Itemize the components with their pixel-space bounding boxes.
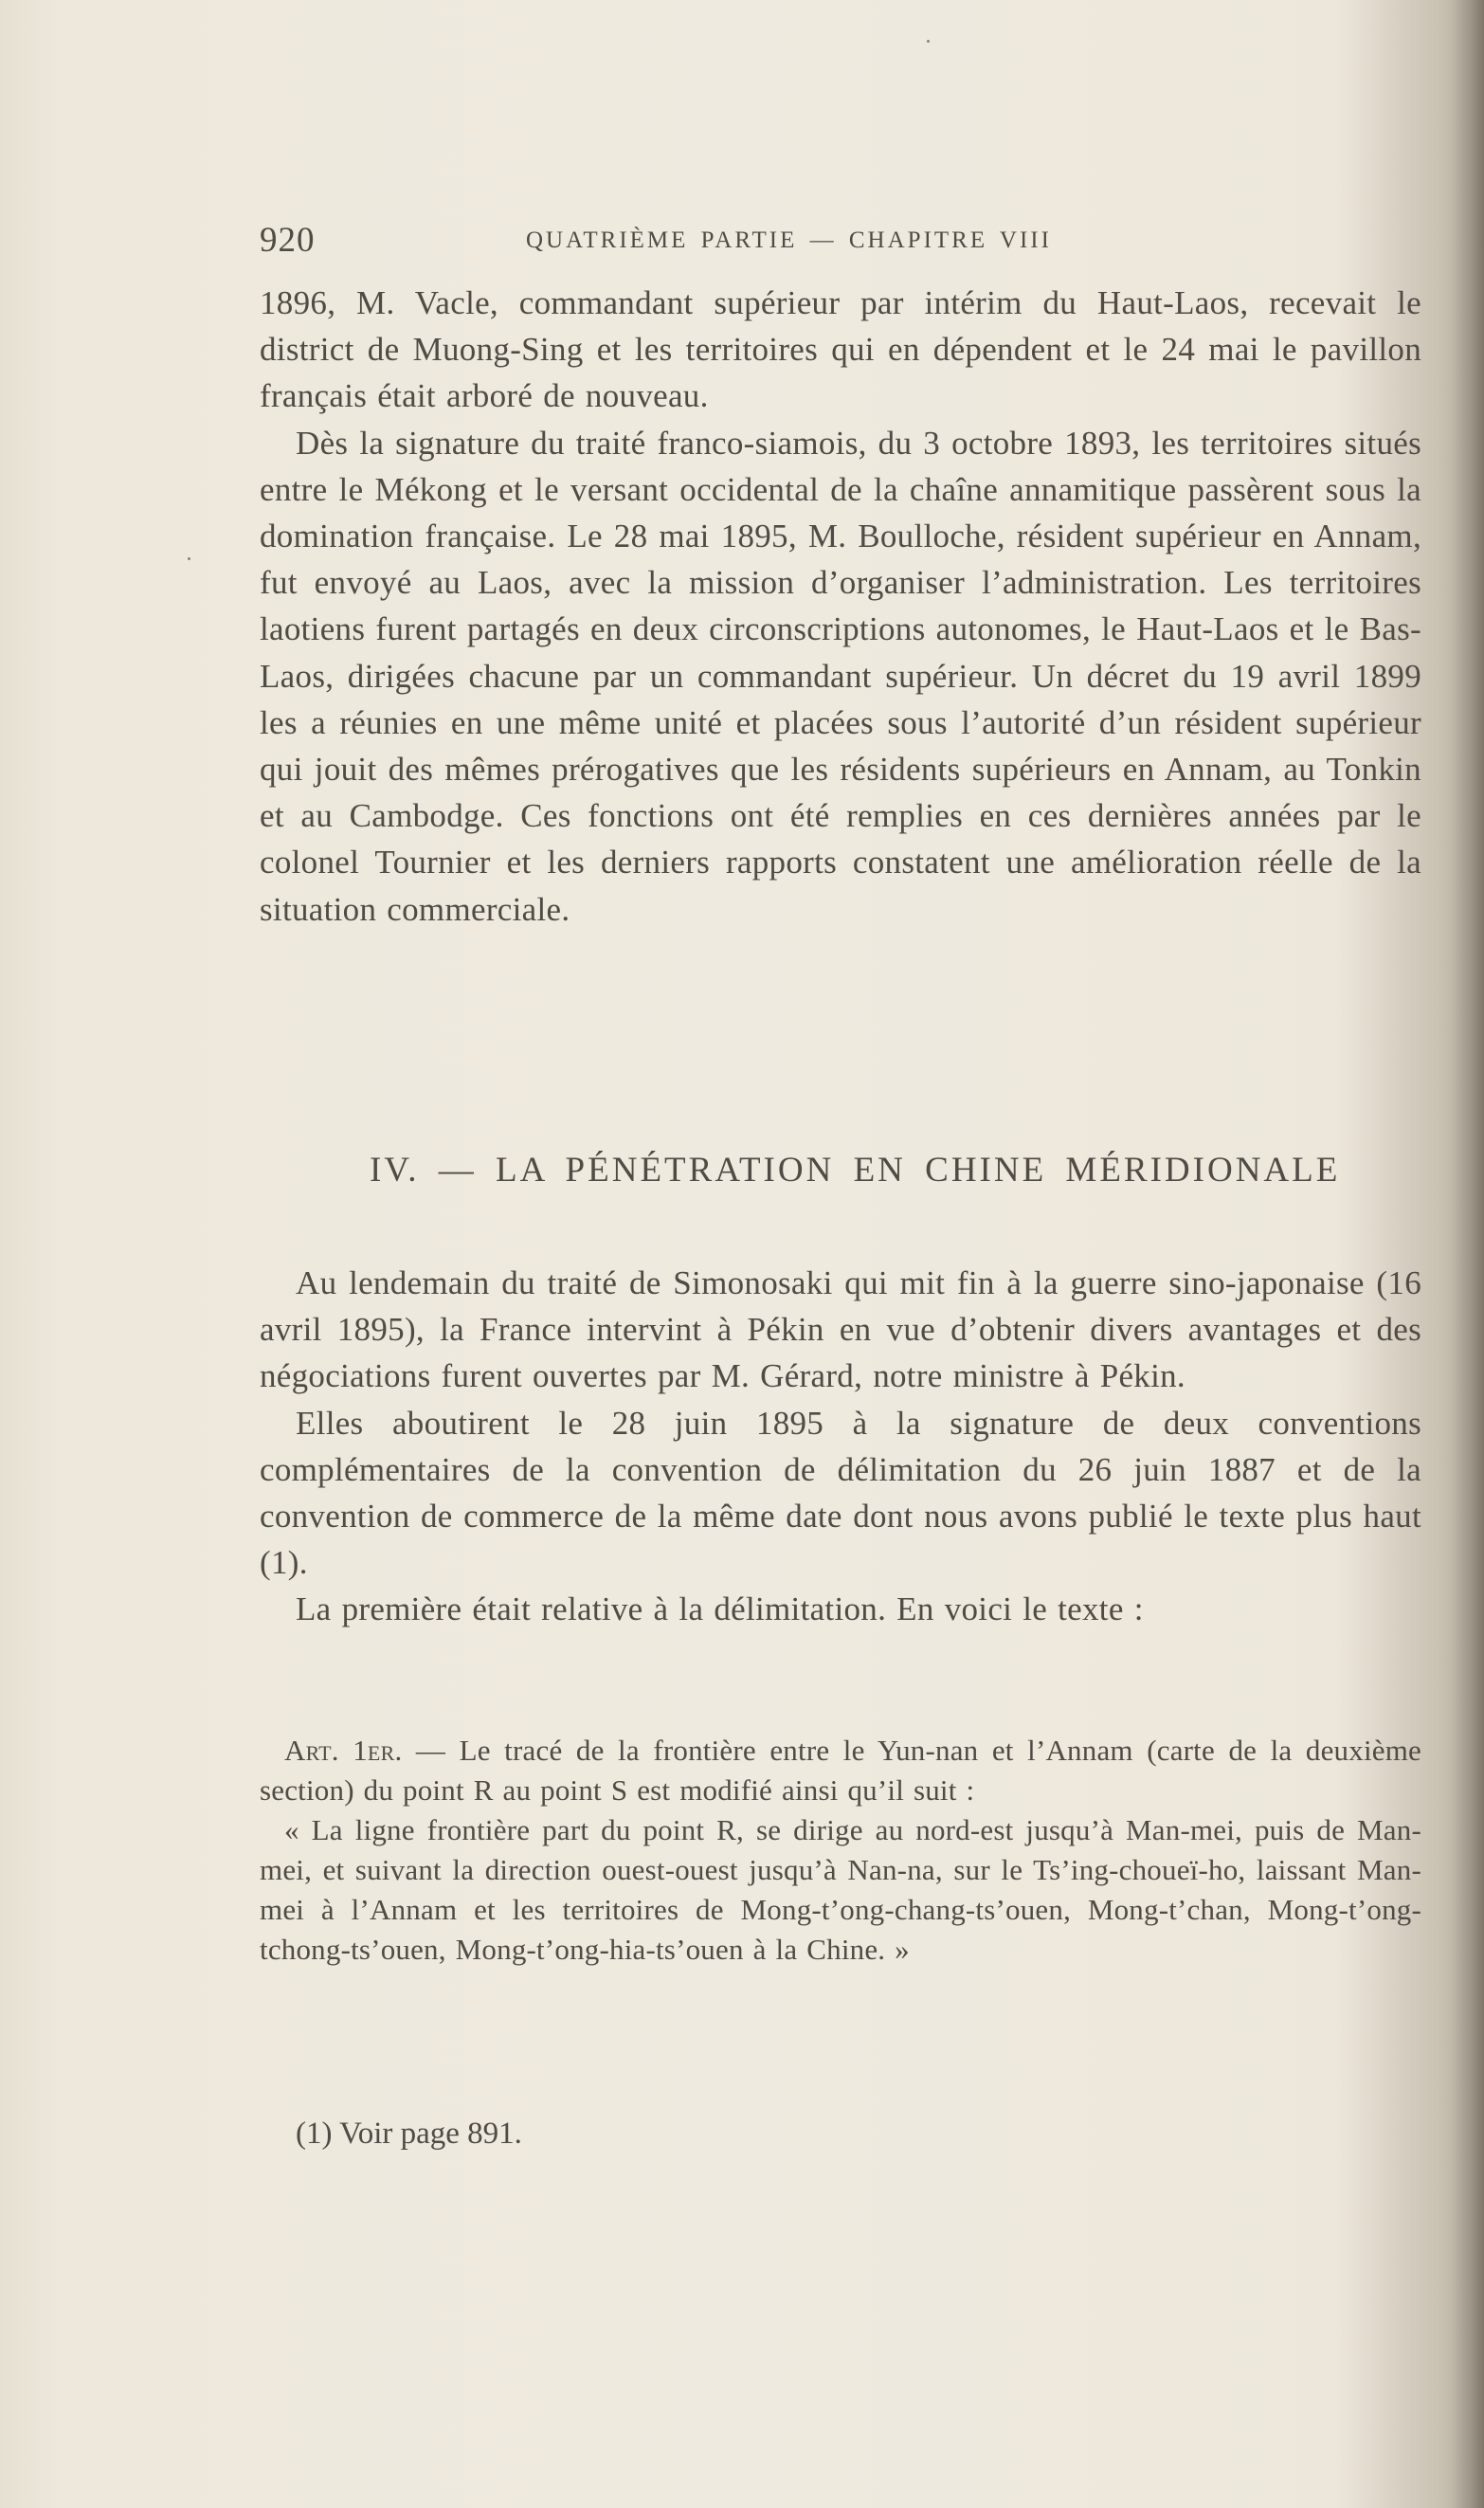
page-header — [260, 220, 1118, 258]
paragraph: Dès la signature du traité franco-siamois, du 3 octobre 1893, les territoires situés entre le Mékong et le versant occidental de la chaîne annamitique passèrent sous la domination française. Le 28 mai 1895, M. Boulloche, résident supérieur en Annam, fut envoyé au Laos, avec la mission d’organiser l’administration. Les territoires laotiens furent partagés en deux circonscriptions autonomes, le Haut-Laos et le Bas-Laos, dirigées chacune par un commandant supérieur. Un décret du 19 avril 1899 les a réunies en une même unité et placées sous l’autorité d’un résident supérieur qui jouit des mêmes prérogatives que les résidents supérieurs en Annam, au Tonkin et au Cambodge. Ces fonctions ont été remplies en ces dernières années par le colonel Tournier et les derniers rapports constatent une amélioration réelle de la situation commerciale. — [260, 424, 1421, 928]
article-text: — Le tracé de la frontière entre le Yun-nan et l’Annam (carte de la deuxième section) du point R au point S est modifié ainsi qu’il suit : — [260, 1734, 1421, 1807]
article-label: Art. 1er. — [284, 1734, 403, 1767]
section-1-body — [260, 280, 1421, 933]
footnote: (1) Voir page 891. — [296, 2117, 522, 2151]
section-heading: IV. — LA PÉNÉTRATION EN CHINE MÉRIDIONALE — [370, 1151, 1341, 1190]
speck — [927, 40, 930, 43]
page-number: 920 — [260, 221, 316, 260]
section-2-body — [260, 1260, 1421, 1633]
page-edge-shadow — [1452, 0, 1484, 2508]
article-paragraph: « La ligne frontière part du point R, se dirige au nord-est jusqu’à Man-mei, puis de Man-mei, et suivant la direction ouest-ouest jusqu’à Nan-na, sur le Ts’ing-choueï-ho, laissant Man-mei à l’Annam et les territoires de Mong-t’ong-chang-ts’ouen, Mong-t’chan, Mong-t’ong-tchong-ts’ouen, Mong-t’ong-hia-ts’ouen à la Chine. » — [260, 1813, 1421, 1966]
paragraph: Elles aboutirent le 28 juin 1895 à la signature de deux conventions complémentaires de la convention de délimitation du 26 juin 1887 et de la convention de commerce de la même date dont nous avons publié le texte plus haut (1). — [260, 1404, 1421, 1582]
running-head: QUATRIÈME PARTIE — CHAPITRE VIII — [526, 227, 1052, 253]
paragraph: La première était relative à la délimitation. En voici le texte : — [296, 1590, 1144, 1628]
paragraph: 1896, M. Vacle, commandant supérieur par intérim du Haut-Laos, recevait le district de Muong-Sing et les territoires qui en dépendent et le 24 mai le pavillon français était arboré de nouveau. — [260, 284, 1421, 415]
article-paragraph — [260, 1731, 1421, 1810]
treaty-quotation — [260, 1731, 1421, 1970]
paragraph: Au lendemain du traité de Simonosaki qui mit fin à la guerre sino-japonaise (16 avril 1895), la France intervint à Pékin en vue d’obtenir divers avantages et des négociations furent ouvertes par M. Gérard, notre ministre à Pékin. — [260, 1264, 1421, 1395]
speck — [188, 557, 190, 560]
